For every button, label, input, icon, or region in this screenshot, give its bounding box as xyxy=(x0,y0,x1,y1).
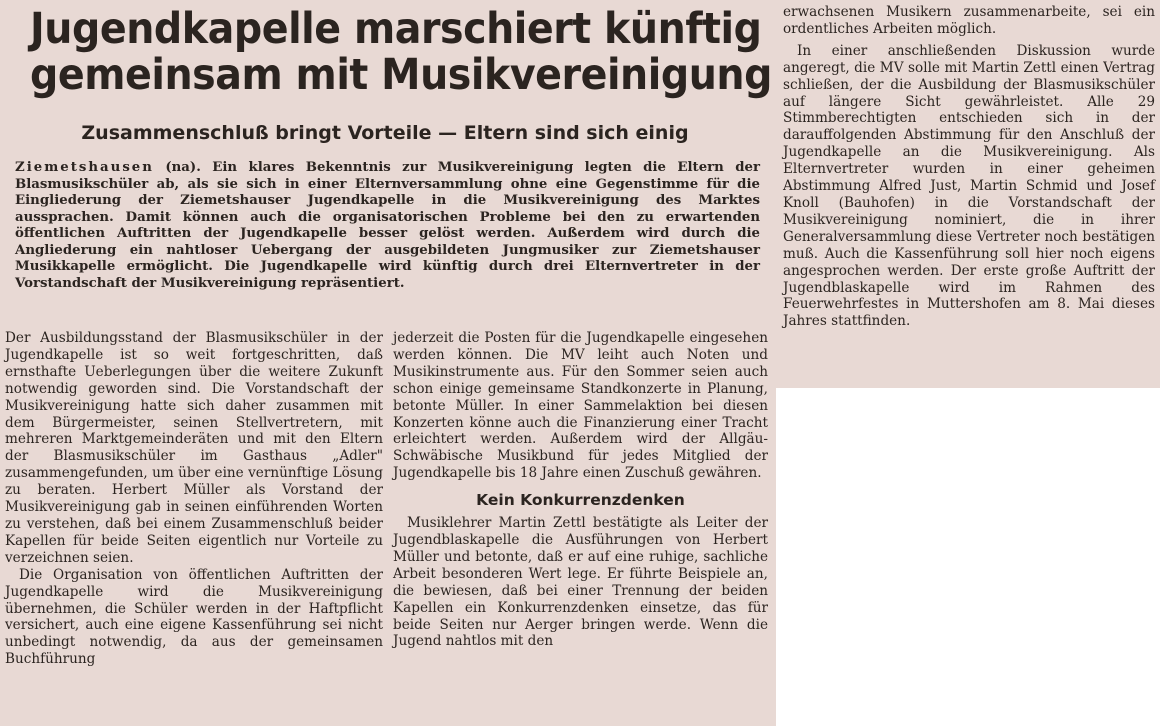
column-2-paragraph-2: Musiklehrer Martin Zettl bestätigte als Leiter der Jugendblaskapelle die Ausführungen von Herbert Müller und betonte, daß er auf eine ruhige, sachliche Arbeit besonderen Wert lege. Er führte Beispiele an, die bewiesen, daß bei einer Trennung der beiden Kapellen ein Konkurrenzdenken einsetze, das für beide Seiten nur Aerger bringen werde. Wenn die Jugend nahtlos mit den xyxy=(393,515,768,650)
column-1-paragraph-2: Die Organisation von öffentlichen Auftritten der Jugendkapelle wird die Musikvereinigung übernehmen, die Schüler werden in der Haftpflicht versichert, auch eine eigene Kassenführung sei nicht unbedingt notwendig, da aus der gemeinsamen Buchführung xyxy=(5,566,383,668)
article-column-2 xyxy=(393,330,768,650)
lead-paragraph xyxy=(15,160,760,292)
crosshead: Kein Konkurrenzdenken xyxy=(476,491,685,510)
subheadline: Zusammenschluß bringt Vorteile — Eltern sind sich einig xyxy=(81,122,689,144)
column-3-paragraph-1: erwachsenen Musikern zusammenarbeite, sei ein ordentliches Arbeiten möglich. xyxy=(783,4,1155,37)
headline-line-2: gemeinsam mit Musikvereinigung xyxy=(30,50,772,100)
article-column-1 xyxy=(5,330,383,668)
column-2-paragraph-1: jederzeit die Posten für die Jugendkapelle eingesehen werden können. Die MV leiht auch Noten und Musikinstrumente aus. Für den Sommer seien auch schon einige gemeinsame Standkonzerte in Planung, betonte Müller. In einer Sammelaktion bei diesen Konzerten könne auch die Finanzierung einer Tracht erleichtert werden. Außerdem wird der Allgäu-Schwäbische Musikbund für jedes Mitglied der Jugendkapelle bis 18 Jahre einen Zuschuß gewähren. xyxy=(393,330,768,482)
column-1-paragraph-1: Der Ausbildungsstand der Blasmusikschüler in der Jugendkapelle ist so weit fortgeschritten, daß ernsthafte Ueberlegungen über die weitere Zukunft notwendig geworden sind. Die Vorstandschaft der Musikvereinigung hatte sich daher zusammen mit dem Bürgermeister, seinen Stellvertretern, mit mehreren Marktgemeinderäten und mit den Eltern der Blasmusikschüler im Gasthaus „Adler" zusammengefunden, um über eine vernünftige Lösung zu beraten. Herbert Müller als Vorstand der Musikvereinigung gab in seinen einführenden Worten zu verstehen, daß bei einem Zusammenschluß beider Kapellen für beide Seiten eigentlich nur Vorteile zu verzeichnen seien. xyxy=(5,330,383,566)
headline xyxy=(30,4,772,100)
column-3-paragraph-2: In einer anschließenden Diskussion wurde angeregt, die MV solle mit Martin Zettl einen Vertrag schließen, der die Ausbildung der Blasmusikschüler auf längere Sicht gewährleistet. Alle 29 Stimmberechtigten entschieden sich in der darauffolgenden Abstimmung für den Anschluß der Jugendkapelle an die Musikvereinigung. Als Elternvertreter wurden in einer geheimen Abstimmung Alfred Just, Martin Schmid und Josef Knoll (Bauhofen) in die Vorstandschaft der Musikvereinigung nominiert, die in ihrer Generalversammlung diese Vertreter noch bestätigen muß. Auch die Kassenführung soll hier noch eigens angesprochen werden. Der erste große Auftritt der Jugendblaskapelle wird im Rahmen des Feuerwehrfestes in Muttershofen am 8. Mai dieses Jahres stattfinden. xyxy=(783,42,1155,330)
dateline: Ziemetshausen xyxy=(15,160,154,175)
headline-line-1: Jugendkapelle marschiert künftig xyxy=(30,4,762,54)
article-column-3 xyxy=(783,4,1155,330)
lead-text: (na). Ein klares Bekenntnis zur Musikvereinigung legten die Eltern der Blasmusikschüler ab, als sie sich in einer Elternversammlung ohne eine Gegenstimme für die Eingliederung der Ziemetshauser Jugendkapelle in die Musikvereinigung des Marktes aussprachen. Damit können auch die organisatorischen Probleme bei den zu erwartenden öffentlichen Auftritten der Jugendkapelle besser gelöst werden. Außerdem wird durch die Angliederung ein nahtloser Uebergang der ausgebildeten Jungmusiker zur Ziemetshauser Musikkapelle ermöglicht. Die Jugendkapelle wird künftig durch drei Elternvertreter in der Vorstandschaft der Musikvereinigung repräsentiert. xyxy=(15,160,760,291)
